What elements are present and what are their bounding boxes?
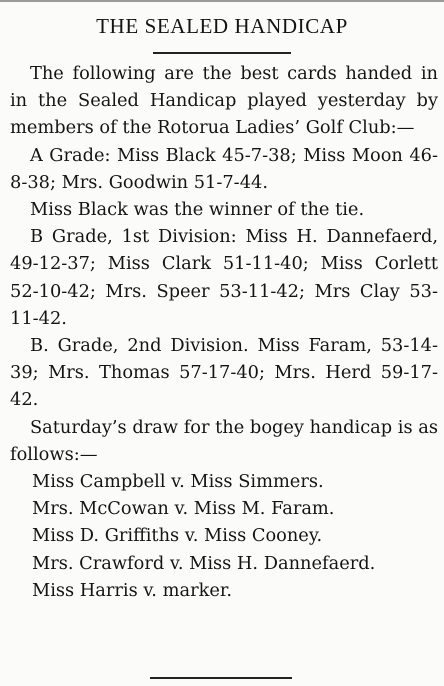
article-paragraph-draw-intro: Saturday’s draw for the bogey handicap is as follows:— [10,416,438,465]
headline-divider [153,52,291,54]
article-paragraph-a-grade: A Grade: Miss Black 45-7-38; Miss Moon 46-8-38; Mrs. Goodwin 51-7-44. [10,144,438,193]
article-paragraph-intro: The following are the best cards handed in in the Sealed Handicap played yesterday by members of the Rotorua Ladies’ Golf Club:— [10,63,438,139]
draw-pairing: Miss Harris v. marker. [32,579,233,601]
draw-pairing: Miss D. Griffiths v. Miss Cooney. [32,525,323,547]
article-body [10,60,438,604]
draw-pairing: Mrs. Crawford v. Miss H. Dannefaerd. [32,552,376,574]
article-paragraph-b-grade-1st: B Grade, 1st Division: Miss H. Dannefaerd, 49-12-37; Miss Clark 51-11-40; Miss Corlett 52-10-42; Mrs. Speer 53-11-42; Mrs Clay 53-11-42. [10,226,438,329]
draw-pairing: Mrs. McCowan v. Miss M. Faram. [32,498,335,520]
article-headline: THE SEALED HANDICAP [96,14,348,38]
article-paragraph-b-grade-2nd: B. Grade, 2nd Division. Miss Faram, 53-14-39; Mrs. Thomas 57-17-40; Mrs. Herd 59-17-42. [10,335,438,411]
footer-divider [150,677,292,679]
article-paragraph-tie: Miss Black was the winner of the tie. [30,199,365,221]
draw-pairing: Miss Campbell v. Miss Simmers. [32,471,324,493]
top-border-rule [0,0,444,2]
